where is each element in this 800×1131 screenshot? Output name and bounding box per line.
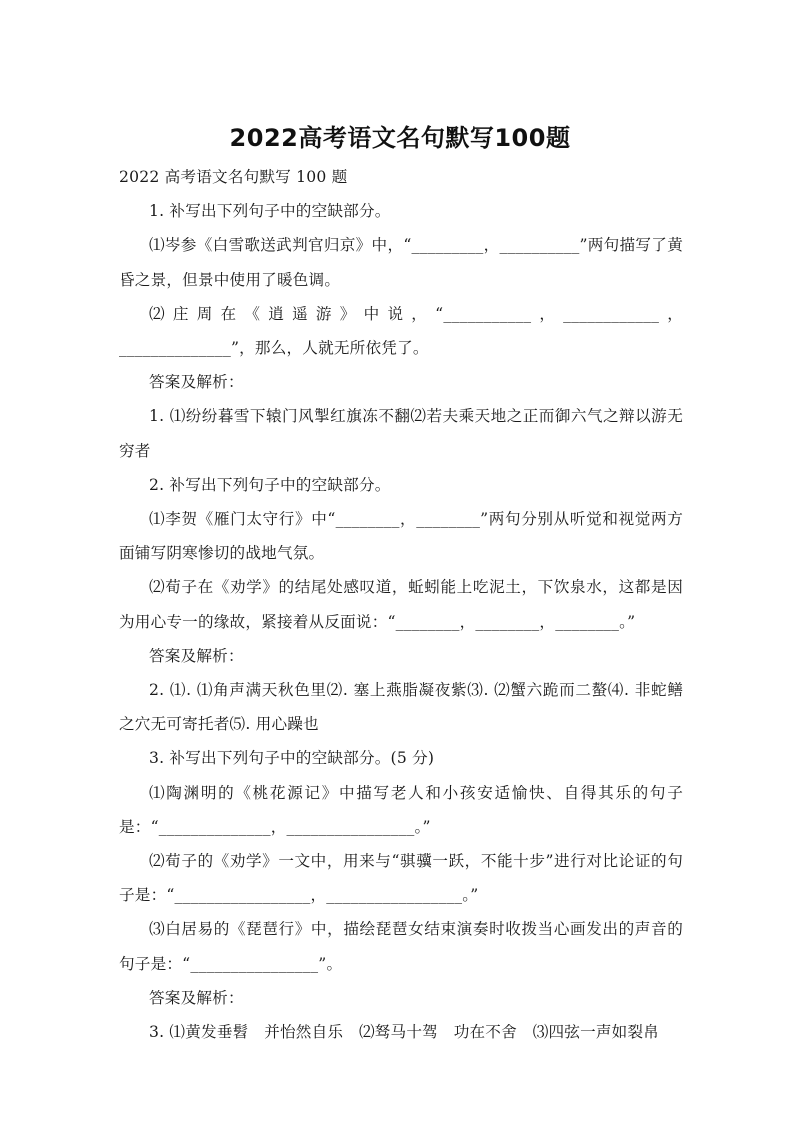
question-3-part-1: ⑴陶渊明的《桃花源记》中描写老人和小孩安适愉快、自得其乐的句子是：“______________，________________。” <box>119 783 683 836</box>
answer-1: 1. ⑴纷纷暮雪下辕门风掣红旗冻不翻⑵若夫乘天地之正而御六气之辩以游无穷者 <box>119 407 683 460</box>
answer-heading-1: 答案及解析： <box>149 373 244 392</box>
answer-2: 2. ⑴. ⑴角声满天秋色里⑵. 塞上燕脂凝夜紫⑶. ⑵蟹六跪而二螯⑷. 非蛇鳝之穴无可寄托者⑸. 用心躁也 <box>119 681 683 734</box>
question-3-part-3: ⑶白居易的《琵琶行》中，描绘琵琶女结束演奏时收拨当心画发出的声音的句子是：“________________”。 <box>119 920 683 973</box>
question-3-heading: 3. 补写出下列句子中的空缺部分。(5 分) <box>149 749 435 768</box>
question-2-part-1: ⑴李贺《雁门太守行》中“________，________”两句分别从听觉和视觉两方面铺写阴寒惨切的战地气氛。 <box>119 510 683 563</box>
question-2-heading: 2. 补写出下列句子中的空缺部分。 <box>149 475 391 494</box>
document-body <box>119 160 683 1049</box>
answer-heading-2: 答案及解析： <box>149 646 244 665</box>
question-1-part-2: ⑵庄周在《逍遥游》中说，“___________，____________，______________”，那么，人就无所依凭了。 <box>119 304 683 358</box>
subtitle-line: 2022 高考语文名句默写 100 题 <box>119 168 348 186</box>
document-title: 2022高考语文名句默写100题 <box>229 124 571 152</box>
question-2-part-2: ⑵荀子在《劝学》的结尾处感叹道，蚯蚓能上吃泥土，下饮泉水，这都是因为用心专一的缘故，紧接着从反面说：“________，________，________。” <box>119 578 683 631</box>
question-1-part-1: ⑴岑参《白雪歌送武判官归京》中，“_________，__________”两句描写了黄昏之景，但景中使用了暖色调。 <box>119 236 683 289</box>
question-3-part-2: ⑵荀子的《劝学》一文中，用来与“骐骥一跃，不能十步”进行对比论证的句子是：“_________________，_________________。” <box>119 852 683 905</box>
answer-3: 3. ⑴黄发垂髫 并怡然自乐 ⑵驽马十驾 功在不舍 ⑶四弦一声如裂帛 <box>149 1023 660 1042</box>
question-1-heading: 1. 补写出下列句子中的空缺部分。 <box>149 202 391 221</box>
answer-heading-3: 答案及解析： <box>149 988 244 1007</box>
